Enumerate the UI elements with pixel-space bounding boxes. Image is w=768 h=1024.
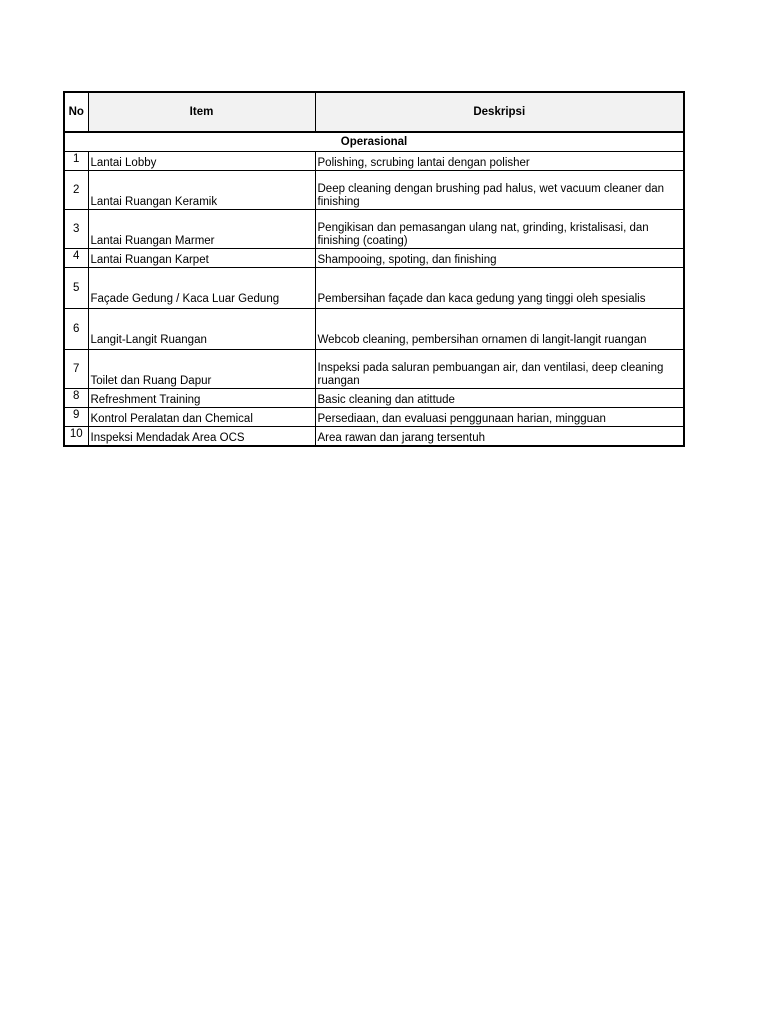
table-row (64, 249, 684, 268)
row-description: Pembersihan façade dan kaca gedung yang tinggi oleh spesialis (315, 268, 684, 309)
row-item: Langit-Langit Ruangan (88, 309, 315, 350)
row-number: 9 (64, 408, 88, 427)
row-description: Webcob cleaning, pembersihan ornamen di langit-langit ruangan (315, 309, 684, 350)
table-row (64, 309, 684, 350)
header-description: Deskripsi (315, 92, 684, 132)
row-description: Polishing, scrubing lantai dengan polisher (315, 152, 684, 171)
header-row (64, 92, 684, 132)
row-number: 10 (64, 427, 88, 447)
spreadsheet-page (63, 91, 683, 447)
row-number: 8 (64, 389, 88, 408)
row-number: 5 (64, 268, 88, 309)
row-item: Refreshment Training (88, 389, 315, 408)
row-item: Inspeksi Mendadak Area OCS (88, 427, 315, 447)
row-description: Shampooing, spoting, dan finishing (315, 249, 684, 268)
row-number: 1 (64, 152, 88, 171)
row-number: 4 (64, 249, 88, 268)
section-row (64, 132, 684, 152)
header-no: No (64, 92, 88, 132)
row-description: Basic cleaning dan atittude (315, 389, 684, 408)
table-row (64, 389, 684, 408)
table-row (64, 350, 684, 389)
table-row (64, 171, 684, 210)
row-number: 6 (64, 309, 88, 350)
row-number: 2 (64, 171, 88, 210)
table-row (64, 152, 684, 171)
row-item: Façade Gedung / Kaca Luar Gedung (88, 268, 315, 309)
row-description: Area rawan dan jarang tersentuh (315, 427, 684, 447)
table-row (64, 268, 684, 309)
row-item: Lantai Ruangan Marmer (88, 210, 315, 249)
row-description: Pengikisan dan pemasangan ulang nat, grinding, kristalisasi, dan finishing (coating) (315, 210, 684, 249)
row-description: Deep cleaning dengan brushing pad halus, wet vacuum cleaner dan finishing (315, 171, 684, 210)
table-row (64, 408, 684, 427)
table-row (64, 210, 684, 249)
row-description: Persediaan, dan evaluasi penggunaan harian, mingguan (315, 408, 684, 427)
table-row (64, 427, 684, 447)
operations-table (63, 91, 685, 447)
section-title: Operasional (64, 132, 684, 152)
row-item: Kontrol Peralatan dan Chemical (88, 408, 315, 427)
row-item: Lantai Lobby (88, 152, 315, 171)
row-number: 3 (64, 210, 88, 249)
row-item: Lantai Ruangan Keramik (88, 171, 315, 210)
row-item: Toilet dan Ruang Dapur (88, 350, 315, 389)
row-item: Lantai Ruangan Karpet (88, 249, 315, 268)
row-number: 7 (64, 350, 88, 389)
header-item: Item (88, 92, 315, 132)
row-description: Inspeksi pada saluran pembuangan air, dan ventilasi, deep cleaning ruangan (315, 350, 684, 389)
